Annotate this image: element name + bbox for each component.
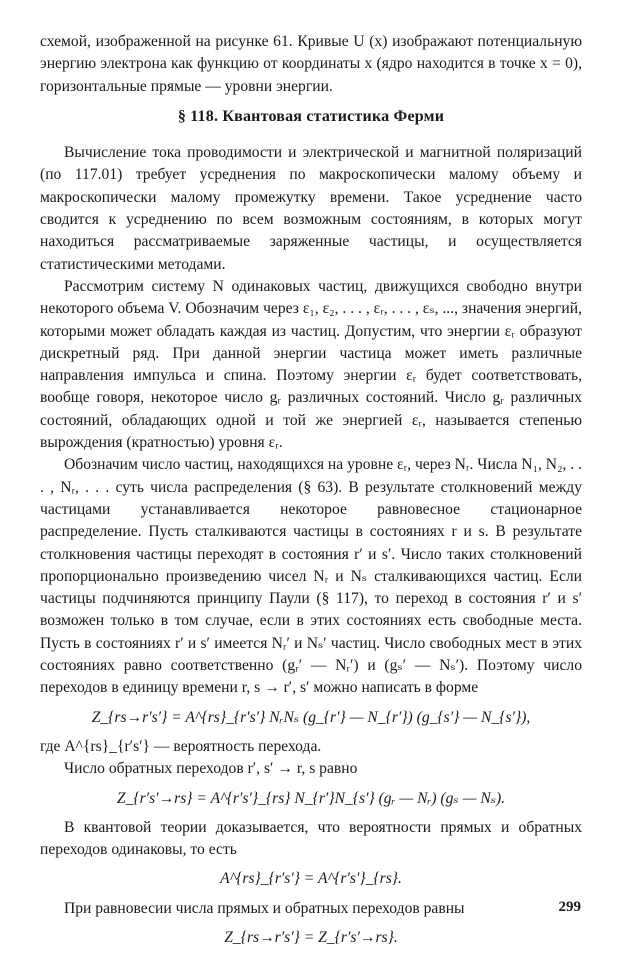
formula-3: A^{rs}_{r′s′} = A^{r′s′}_{rs}. bbox=[220, 870, 402, 888]
formula-1: Z_{rs→r′s′} = A^{rs}_{r′s′} NᵣNₛ (g_{r′} — N_{r′}) (g_{s′} — N_{s′}), bbox=[91, 708, 531, 726]
top-paragraph: схемой, изображенной на рисунке 61. Кривые U (x) изображают потенциальную энергию электрона как функцию от координаты x (ядро находится в точке x = 0), горизонтальные прямые — уровни энергии. bbox=[40, 33, 582, 95]
page-body bbox=[40, 31, 582, 956]
section-heading: § 118. Квантовая статистика Ферми bbox=[177, 107, 445, 125]
formula-4: Z_{rs→r′s′} = Z_{r′s′→rs}. bbox=[224, 928, 398, 946]
text-before-formula-4: При равновесии числа прямых и обратных переходов равны bbox=[64, 899, 465, 917]
text-before-formula-3: В квантовой теории доказывается, что вероятности прямых и обратных переходов одинаковы, то есть bbox=[40, 818, 582, 859]
page-number: 299 bbox=[558, 899, 581, 915]
text-before-formula-2: Число обратных переходов r′, s′ → r, s равно bbox=[64, 760, 358, 778]
paragraph-2: Рассмотрим систему N одинаковых частиц, движущихся свободно внутри некоторого объема V. Обозначим через ε₁, ε₂, . . . , εᵣ, . . . , εₛ, ..., значения энергий, которыми может обладать каждая из частиц. Допустим, что энергии εᵣ образуют дискретный ряд. При данной энергии частица может иметь различные направления импульса и спина. Поэтому энергии εᵣ будет соответствовать, вообще говоря, некоторое число gᵣ различных состояний. Число gᵣ различных состояний, обладающих одной и той же энергией εᵣ, называется степенью вырождения (кратностью) уровня εᵣ. bbox=[40, 277, 582, 452]
text-after-formula-1: где A^{rs}_{r′s′} — вероятность перехода. bbox=[40, 737, 322, 755]
paragraph-1: Вычисление тока проводимости и электрической и магнитной поляризаций (по 117.01) требует усреднения по макроскопически малому объему и макроскопически малому промежутку времени. Такое усреднение часто сводится к усреднению по всем возможным состояниям, в которых могут находиться рассматриваемые заряженные частицы, и осуществляется статистическими методами. bbox=[40, 144, 582, 273]
paragraph-3: Обозначим число частиц, находящихся на уровне εᵣ, через Nᵣ. Числа N₁, N₂, . . . , Nᵣ, . . . суть числа распределения (§ 63). В результате столкновений между частицами устанавливается некоторое равновесное стационарное распределение. Пусть сталкиваются частицы в состояниях r и s. В результате столкновения частицы переходят в состояния r′ и s′. Число таких столкновений пропорционально произведению чисел Nᵣ и Nₛ сталкивающихся частиц. Если частицы подчиняются принципу Паули (§ 117), то переход в состояния r′ и s′ возможен только в том случае, если в этих состояниях есть свободные места. Пусть в состояниях r′ и s′ имеется Nᵣ′ и Nₛ′ частиц. Число свободных мест в этих состояниях равно соответственно (gᵣ′ — Nᵣ′) и (gₛ′ — Nₛ′). Поэтому число переходов в единицу времени r, s → r′, s′ можно написать в форме bbox=[40, 456, 582, 697]
formula-2: Z_{r′s′→rs} = A^{r′s′}_{rs} N_{r′}N_{s′} (gᵣ — Nᵣ) (gₛ — Nₛ). bbox=[116, 789, 506, 807]
